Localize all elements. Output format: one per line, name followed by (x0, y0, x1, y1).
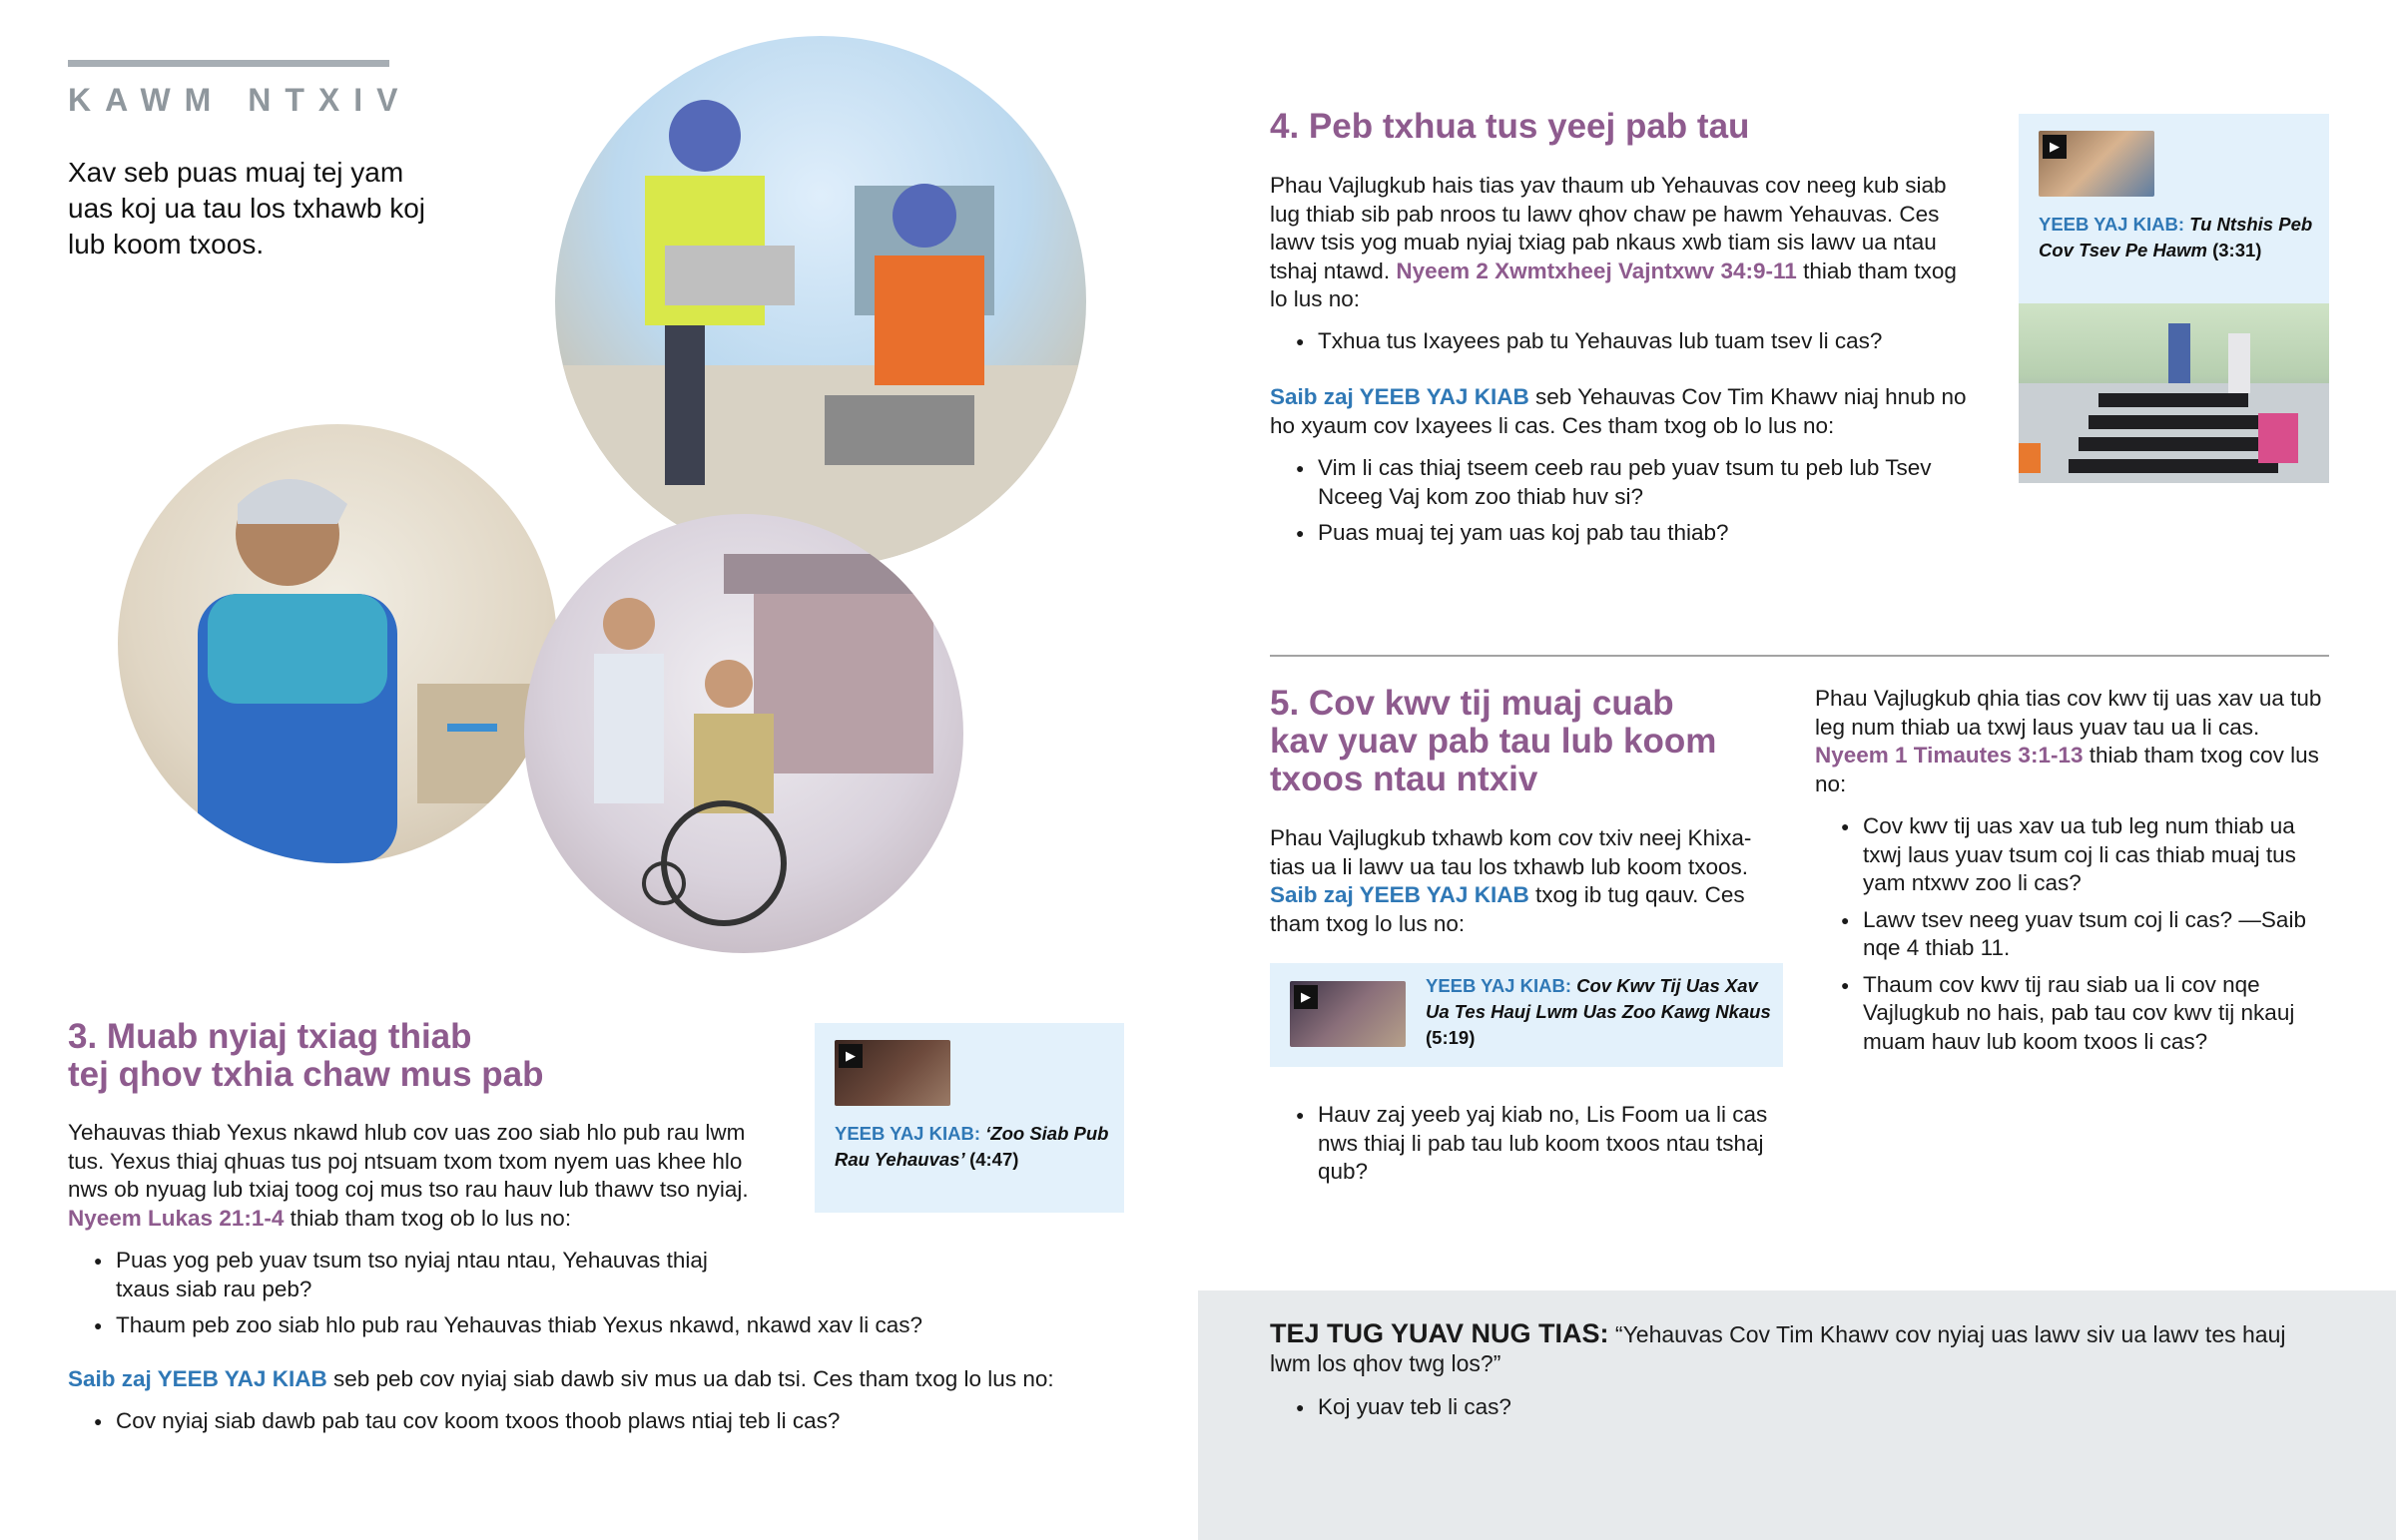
video-link-section-3[interactable]: Saib zaj YEEB YAJ KIAB (68, 1366, 327, 1391)
section-4-questions-1 (1270, 327, 1969, 364)
illustration-donation (118, 424, 557, 863)
section-5-para2-text: Phau Vajlugkub qhia tias cov kwv tij uas xav ua tub leg num thiab ua txwj laus yuav tau ua li cas. (1815, 686, 2322, 740)
panel-quote: “Yehauvas Cov Tim Khawv cov nyiaj uas lawv siv ua lawv tes hauj lwm los qhov twg los?” (1270, 1321, 2286, 1376)
section-5-para1-text: Phau Vajlugkub txhawb kom cov txiv neej Khixa-tias ua li lawv ua tau los txhawb lub koom txoos. (1270, 825, 1752, 879)
section-3-questions-1 (68, 1247, 1066, 1348)
panel-lead: TEJ TUG YUAV NUG TIAS: (1270, 1318, 1609, 1348)
play-icon[interactable]: ▶ (839, 1044, 863, 1068)
section-3-questions-2 (68, 1407, 1166, 1444)
section-4-questions-2 (1270, 454, 1969, 556)
play-icon[interactable]: ▶ (1294, 985, 1318, 1009)
section-5-paragraph-1 (1270, 824, 1769, 938)
scripture-ref-2-xwmtxheej[interactable]: Nyeem 2 Xwmtxheej Vajntxwv 34:9-11 (1396, 257, 1797, 283)
video-caption (2039, 212, 2318, 263)
section-3-title (68, 1018, 767, 1094)
section-5-para2-tail: thiab tham txog cov lus no: (1815, 743, 2319, 796)
section-5-questions-2 (1815, 812, 2329, 1064)
question-item: ● Lawv tsev neeg yuav tsum coj li cas? —Saib nqe 4 thiab 11. (1815, 906, 2329, 963)
question-item: ● Vim li cas thiaj tseem ceeb rau peb yuav tsum tu peb lub Tsev Nceeg Vaj kom zoo thiab huv si? (1270, 454, 1969, 511)
intro-text: Xav seb puas muaj tej yam uas koj ua tau los txhawb koj lub koom txoos. (68, 157, 425, 259)
section-3-paragraph-1 (68, 1119, 753, 1233)
section-4-paragraph-2 (1270, 383, 1969, 440)
section-5-title-line3: txoos ntau ntxiv (1270, 760, 1538, 798)
question-item: ● Hauv zaj yeeb yaj kiab no, Lis Foom ua li cas nws thiaj li pab tau lub koom txoos ntau tshaj qub? (1270, 1101, 1789, 1187)
video-thumbnail[interactable] (835, 1040, 950, 1106)
video-label: YEEB YAJ KIAB: (2039, 214, 2184, 235)
section-5-paragraph-2 (1815, 685, 2329, 798)
illustration-wheelchair (524, 514, 963, 953)
question-item: ● Puas yog peb yuav tsum tso nyiaj ntau ntau, Yehauvas thiaj txaus siab rau peb? (68, 1247, 755, 1303)
video-thumbnail[interactable] (2039, 131, 2154, 197)
section-3-title-line1: 3. Muab nyiaj txiag thiab (68, 1017, 472, 1056)
video-duration: (5:19) (1426, 1027, 1476, 1048)
video-duration: (3:31) (2212, 240, 2262, 260)
section-5-title (1270, 685, 1789, 798)
panel-questions (1270, 1393, 2268, 1430)
video-caption (835, 1121, 1114, 1173)
question-item: ● Cov kwv tij uas xav ua tub leg num thiab ua txwj laus yuav tsum coj li cas thiab muaj tus yam ntxwv zoo li cas? (1815, 812, 2329, 898)
video-link-section-4[interactable]: Saib zaj YEEB YAJ KIAB (1270, 384, 1529, 409)
video-duration: (4:47) (969, 1149, 1019, 1170)
top-rule (68, 60, 389, 67)
question-item: ● Thaum peb zoo siab hlo pub rau Yehauvas thiab Yexus nkawd, nkawd xav li cas? (68, 1311, 1066, 1340)
illustration-construction (555, 36, 1086, 567)
section-4-para1-tail: thiab tham txog lo lus no: (1270, 257, 1957, 311)
photo-kingdom-hall-cleaning (2019, 303, 2329, 483)
section-divider (1270, 655, 2329, 657)
video-label: YEEB YAJ KIAB: (1426, 975, 1571, 996)
section-4-para1-text: Phau Vajlugkub hais tias yav thaum ub Yehauvas cov neeg kub siab lug thiab sib pab nroos tu lawv qhov chaw pe hawm Yehauvas. Ces lawv tsis yog muab nyiaj txiag pab nkaus xwb tiam sis lawv ua ntau tshaj ntawd. (1270, 173, 1947, 283)
question-item: ● Cov nyiaj siab dawb pab tau cov koom txoos thoob plaws ntiaj teb li cas? (68, 1407, 1166, 1436)
question-item: ● Puas muaj tej yam uas koj pab tau thiab? (1270, 519, 1969, 548)
video-card-cov-kwv-tij[interactable] (1270, 963, 1783, 1067)
video-card-zoo-siab-pub[interactable] (815, 1023, 1124, 1213)
video-card-tu-ntshis[interactable] (2019, 114, 2329, 303)
play-icon[interactable]: ▶ (2043, 135, 2067, 159)
section-3-title-line2: tej qhov txhia chaw mus pab (68, 1055, 544, 1094)
page-kicker: KAWM NTXIV (68, 82, 412, 118)
section-3-para2-text: seb peb cov nyiaj siab dawb siv mus ua dab tsi. Ces tham txog lo lus no: (332, 1366, 1054, 1391)
video-caption (1426, 973, 1775, 1051)
section-4-paragraph-1 (1270, 172, 1969, 314)
section-5-questions-1 (1270, 1101, 1789, 1195)
question-item: ● Thaum cov kwv tij rau siab ua li cov nqe Vajlugkub no hais, pab tau cov kwv tij nkauj muam hauv lub koom txoos li cas? (1815, 971, 2329, 1057)
video-label: YEEB YAJ KIAB: (835, 1123, 980, 1144)
question-item: ● Txhua tus Ixayees pab tu Yehauvas lub tuam tsev li cas? (1270, 327, 1969, 356)
video-title[interactable]: ‘Zoo Siab Pub Rau Yehauvas’ (835, 1123, 1109, 1170)
section-4-title: 4. Peb txhua tus yeej pab tau (1270, 107, 1750, 146)
section-5-title-line2: kav yuav pab tau lub koom (1270, 722, 1717, 761)
section-3-para1-text: Yehauvas thiab Yexus nkawd hlub cov uas zoo siab hlo pub rau lwm tus. Yexus thiaj qhuas tus poj ntsuam txom txom nyem uas khee hlo nws ob nyuag lub txiaj toog coj mus tso rau hauv lub thawv tso nyiaj. (68, 1120, 749, 1202)
scripture-ref-1-timautes[interactable]: Nyeem 1 Timautes 3:1-13 (1815, 743, 2084, 768)
section-5-para1-tail: txog ib tug qauv. Ces tham txog lo lus no: (1270, 882, 1745, 936)
section-5-title-line1: 5. Cov kwv tij muaj cuab (1270, 684, 1674, 723)
question-item: ● Koj yuav teb li cas? (1270, 1393, 2268, 1422)
video-title[interactable]: Cov Kwv Tij Uas Xav Ua Tes Hauj Lwm Uas Zoo Kawg Nkaus (1426, 975, 1771, 1022)
video-thumbnail[interactable] (1290, 981, 1406, 1047)
video-link-section-5[interactable]: Saib zaj YEEB YAJ KIAB (1270, 882, 1529, 907)
section-4-para2-text: seb Yehauvas Cov Tim Khawv niaj hnub no ho xyaum cov Ixayees li cas. Ces tham txog ob lo lus no: (1270, 384, 1967, 438)
section-3-para1-tail: thiab tham txog ob lo lus no: (290, 1205, 572, 1231)
scripture-ref-lukas[interactable]: Nyeem Lukas 21:1-4 (68, 1205, 285, 1231)
panel-text (1270, 1319, 2330, 1378)
video-title[interactable]: Tu Ntshis Peb Cov Tsev Pe Hawm (2039, 214, 2313, 260)
section-3-paragraph-2 (68, 1365, 1166, 1394)
